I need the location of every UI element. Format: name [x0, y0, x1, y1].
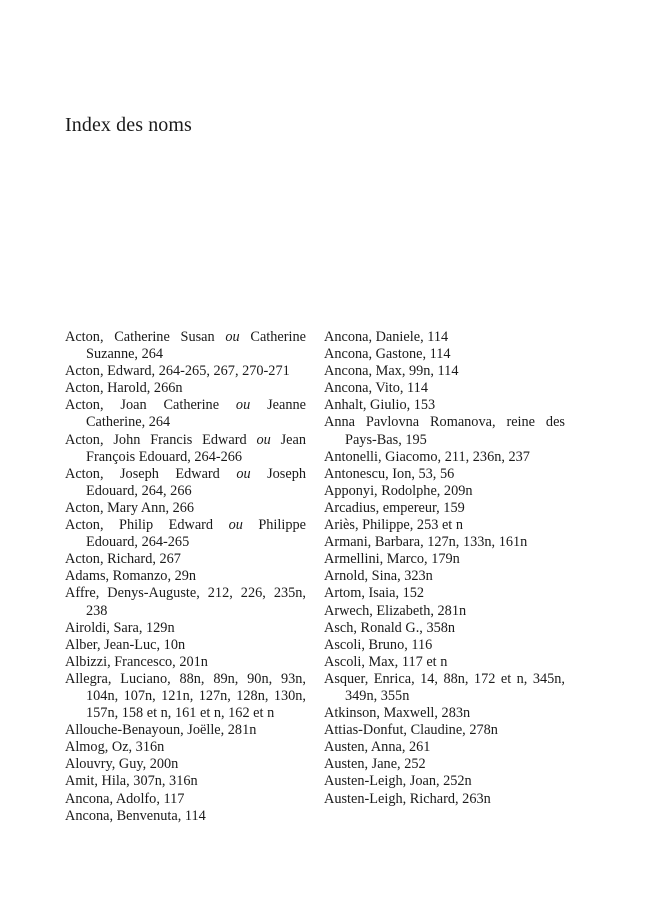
entry-text: Ascoli, Max, 117 et n	[324, 653, 448, 670]
index-entry	[324, 329, 565, 346]
entry-text: Ancona, Benvenuta, 114	[65, 807, 206, 824]
entry-text: Armellini, Marco, 179n	[324, 551, 460, 568]
entry-text: Jeanne Catherine, 264	[86, 397, 306, 431]
index-entry	[65, 671, 306, 722]
entry-text: Acton, Catherine Susan	[65, 329, 226, 345]
index-entry	[324, 380, 565, 397]
index-entry	[324, 603, 565, 620]
index-entry	[324, 363, 565, 380]
index-entry	[65, 739, 306, 756]
entry-text: Acton, Edward, 264-265, 267, 270-271	[65, 363, 290, 380]
entry-text: Atkinson, Maxwell, 283n	[324, 705, 471, 722]
index-entry	[324, 637, 565, 654]
entry-text: Austen-Leigh, Richard, 263n	[324, 790, 491, 807]
entry-text: Arnold, Sina, 323n	[324, 568, 433, 585]
index-column-left	[65, 329, 306, 825]
index-entry	[324, 500, 565, 517]
entry-text: Adams, Romanzo, 29n	[65, 568, 197, 585]
index-entry	[65, 432, 306, 466]
index-entry	[324, 414, 565, 448]
entry-text: Arwech, Elizabeth, 281n	[324, 602, 467, 619]
entry-text: Asch, Ronald G., 358n	[324, 619, 456, 636]
entry-text: Antonescu, Ion, 53, 56	[324, 465, 455, 482]
entry-text: Acton, Joan Catherine	[65, 397, 236, 414]
entry-text: Acton, Mary Ann, 266	[65, 499, 195, 516]
index-entry	[65, 500, 306, 517]
entry-text: Albizzi, Francesco, 201n	[65, 653, 208, 670]
entry-text: Ancona, Max, 99n, 114	[324, 363, 459, 380]
entry-separator: ou	[228, 517, 243, 534]
index-entry	[65, 380, 306, 397]
entry-separator: ou	[235, 397, 251, 414]
index-entry	[65, 808, 306, 825]
index-entry	[324, 534, 565, 551]
entry-text: Philippe Edouard, 264-265	[86, 517, 306, 551]
entry-text: Acton, Joseph Edward	[65, 465, 237, 482]
entry-text: Austen-Leigh, Joan, 252n	[324, 773, 472, 790]
entry-text: Airoldi, Sara, 129n	[65, 619, 175, 636]
entry-text: Jean François Edouard, 264-266	[86, 431, 306, 465]
entry-text: Attias-Donfut, Claudine, 278n	[324, 722, 498, 739]
entry-text: Armani, Barbara, 127n, 133n, 161n	[324, 534, 528, 551]
index-entry	[324, 654, 565, 671]
entry-text: Catherine Suzanne, 264	[86, 329, 306, 363]
index-entry	[65, 756, 306, 773]
index-entry	[324, 397, 565, 414]
entry-text: Affre, Denys-Auguste, 212, 226, 235n, 238	[65, 585, 306, 619]
index-entry	[65, 568, 306, 585]
index-entry	[65, 397, 306, 431]
index-entry	[324, 585, 565, 602]
entry-text: Ancona, Adolfo, 117	[65, 790, 185, 807]
entry-text: Ascoli, Bruno, 116	[324, 636, 433, 653]
index-entry	[324, 791, 565, 808]
entry-text: Alouvry, Guy, 200n	[65, 756, 179, 773]
entry-text: Allouche-Benayoun, Joëlle, 281n	[65, 722, 257, 739]
index-entry	[324, 568, 565, 585]
entry-text: Amit, Hila, 307n, 316n	[65, 773, 198, 790]
entry-separator: ou	[256, 431, 271, 448]
entry-text: Asquer, Enrica, 14, 88n, 172 et n, 345n, 349n, 355n	[324, 670, 565, 704]
index-entry	[65, 637, 306, 654]
index-entry	[324, 466, 565, 483]
entry-text: Alber, Jean-Luc, 10n	[65, 636, 186, 653]
entry-separator: ou	[236, 465, 251, 482]
index-entry	[324, 671, 565, 705]
index-entry	[65, 363, 306, 380]
entry-text: Ariès, Philippe, 253 et n	[324, 517, 463, 534]
entry-text: Apponyi, Rodolphe, 209n	[324, 482, 473, 499]
index-entry	[324, 756, 565, 773]
index-entry	[65, 791, 306, 808]
index-entry	[65, 722, 306, 739]
index-entry	[65, 517, 306, 551]
index-entry	[324, 739, 565, 756]
entry-separator: ou	[225, 329, 240, 345]
index-entry	[324, 517, 565, 534]
entry-text: Anna Pavlovna Romanova, reine des Pays-Bas, 195	[324, 414, 565, 448]
entry-text: Acton, Harold, 266n	[65, 380, 183, 397]
entry-text: Arcadius, empereur, 159	[324, 499, 465, 516]
index-entry	[324, 551, 565, 568]
page-title: Index des noms	[65, 114, 192, 136]
index-entry	[324, 620, 565, 637]
entry-text: Ancona, Gastone, 114	[324, 346, 451, 363]
index-entry	[65, 466, 306, 500]
index-column-right	[324, 329, 565, 808]
index-entry	[324, 449, 565, 466]
index-entry	[324, 346, 565, 363]
index-entry	[65, 654, 306, 671]
entry-text: Ancona, Vito, 114	[324, 380, 428, 397]
entry-text: Antonelli, Giacomo, 211, 236n, 237	[324, 448, 530, 465]
index-entry	[65, 620, 306, 637]
index-entry	[65, 329, 306, 363]
entry-text: Almog, Oz, 316n	[65, 739, 165, 756]
entry-text: Acton, Richard, 267	[65, 551, 181, 568]
index-entry	[65, 585, 306, 619]
entry-text: Austen, Anna, 261	[324, 739, 431, 756]
entry-text: Acton, Philip Edward	[65, 517, 229, 534]
entry-text: Artom, Isaia, 152	[324, 585, 425, 602]
index-entry	[324, 722, 565, 739]
entry-text: Austen, Jane, 252	[324, 756, 426, 773]
index-entry	[65, 773, 306, 790]
index-entry	[324, 483, 565, 500]
entry-text: Joseph Edouard, 264, 266	[86, 465, 306, 499]
entry-text: Ancona, Daniele, 114	[324, 329, 449, 345]
index-entry	[65, 551, 306, 568]
entry-text: Allegra, Luciano, 88n, 89n, 90n, 93n, 104n, 107n, 121n, 127n, 128n, 130n, 157n, 158 et n, 161 et n, 162 et n	[65, 670, 306, 722]
entry-text: Anhalt, Giulio, 153	[324, 397, 436, 414]
index-entry	[324, 705, 565, 722]
entry-text: Acton, John Francis Edward	[65, 431, 257, 448]
index-entry	[324, 773, 565, 790]
